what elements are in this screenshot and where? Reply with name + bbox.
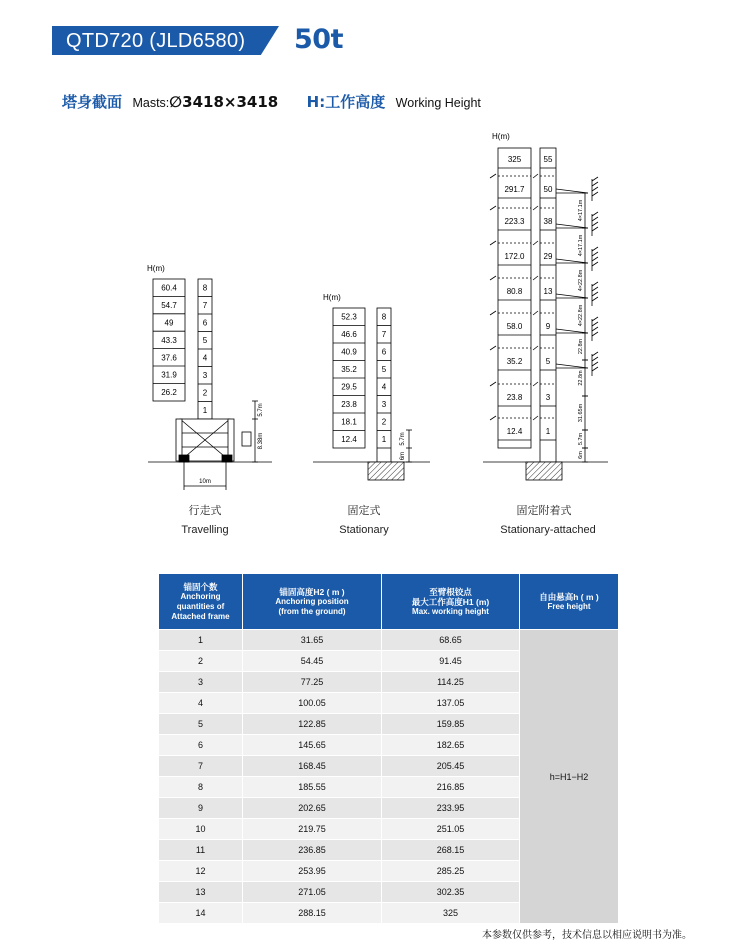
cell-anchor-count: 11 — [159, 840, 243, 861]
attached-height-label: 325 — [507, 155, 522, 164]
cell-max-height: 182.65 — [382, 735, 520, 756]
h-label-travelling: H(m) — [147, 264, 165, 273]
travelling-section-label: 4 — [202, 353, 208, 363]
anchor-frame — [556, 352, 598, 376]
header-anchoring-quantity: 锚固个数 Anchoring quantities of Attached frame — [159, 574, 243, 630]
stationary-section-label: 5 — [381, 365, 387, 375]
cell-anchor-count: 9 — [159, 798, 243, 819]
attached-dim-label: 5.7m — [578, 432, 584, 446]
stationary-caption-en: Stationary — [339, 524, 389, 536]
cell-anchor-height: 145.65 — [243, 735, 382, 756]
stationary-section-label: 7 — [381, 330, 387, 340]
cell-anchor-height: 77.25 — [243, 672, 382, 693]
cell-anchor-height: 236.85 — [243, 840, 382, 861]
attached-dim-label: 6m — [578, 451, 584, 459]
stationary-diagram — [313, 293, 430, 536]
attached-section-label: 13 — [543, 287, 553, 296]
travelling-dim-top: 5.7m — [258, 403, 264, 417]
cell-anchor-height: 31.65 — [243, 630, 382, 651]
height-label-en: Working Height — [395, 96, 481, 110]
attached-dim-label: 4×17.1m — [578, 199, 584, 222]
cell-max-height: 114.25 — [382, 672, 520, 693]
anchor-frame — [556, 317, 598, 341]
travelling-section-label: 6 — [202, 318, 208, 328]
header-anchoring-position: 锚固高度H2 ( m ) Anchoring position (from the ground) — [243, 574, 382, 630]
stationary-section-label: 4 — [381, 382, 387, 392]
mast-label-en: Masts: — [132, 96, 170, 110]
stationary-caption-cn: 固定式 — [347, 505, 381, 517]
cell-anchor-height: 219.75 — [243, 819, 382, 840]
stationary-section-label: 3 — [381, 400, 387, 410]
cell-max-height: 91.45 — [382, 651, 520, 672]
cell-anchor-height: 168.45 — [243, 756, 382, 777]
header-free-height: 自由悬高h ( m ) Free height — [520, 574, 619, 630]
attached-dim-label: 22.8m — [578, 338, 584, 355]
footnote: 本参数仅供参考，技术信息以相应说明书为准。 — [482, 930, 692, 941]
table-header-row — [159, 574, 619, 630]
cell-anchor-height: 288.15 — [243, 903, 382, 924]
cell-max-height: 137.05 — [382, 693, 520, 714]
attached-height-label: 223.3 — [504, 217, 525, 226]
cell-anchor-count: 3 — [159, 672, 243, 693]
cell-max-height: 302.35 — [382, 882, 520, 903]
stationary-section-label: 6 — [381, 347, 387, 357]
anchor-frame — [556, 282, 598, 306]
attached-height-label: 80.8 — [506, 287, 523, 296]
travelling-section-label: 7 — [202, 301, 208, 311]
stationary-section-label: 1 — [381, 435, 387, 445]
h-label-stationary: H(m) — [323, 293, 341, 302]
anchoring-table — [158, 573, 619, 924]
travelling-height-label: 60.4 — [161, 283, 177, 293]
stationary-height-label: 12.4 — [341, 435, 357, 445]
cell-max-height: 159.85 — [382, 714, 520, 735]
attached-height-label: 172.0 — [504, 252, 525, 261]
cell-max-height: 205.45 — [382, 756, 520, 777]
stationary-height-label: 46.6 — [341, 330, 357, 340]
stationary-height-label: 18.1 — [341, 417, 357, 427]
cell-anchor-height: 253.95 — [243, 861, 382, 882]
cell-max-height: 216.85 — [382, 777, 520, 798]
stationary-height-label: 52.3 — [341, 312, 357, 322]
attached-dim-label: 4×17.1m — [578, 234, 584, 257]
cell-anchor-count: 13 — [159, 882, 243, 903]
stationary-dim-base: 6m — [400, 451, 406, 461]
cell-max-height: 325 — [382, 903, 520, 924]
travelling-section-label: 8 — [202, 283, 208, 293]
travelling-height-label: 26.2 — [161, 388, 177, 398]
cell-anchor-count: 14 — [159, 903, 243, 924]
attached-height-label: 35.2 — [506, 357, 523, 366]
attached-caption-en: Stationary-attached — [500, 524, 596, 536]
anchor-frames — [556, 177, 598, 376]
cell-max-height: 268.15 — [382, 840, 520, 861]
cell-anchor-count: 1 — [159, 630, 243, 651]
attached-section-label: 9 — [545, 322, 551, 331]
cell-anchor-count: 10 — [159, 819, 243, 840]
attached-section-label: 5 — [545, 357, 551, 366]
h-label-attached: H(m) — [492, 132, 510, 141]
attached-section-label: 55 — [543, 155, 553, 164]
cell-max-height: 233.95 — [382, 798, 520, 819]
attached-height-label: 291.7 — [504, 185, 525, 194]
stationary-section-label: 2 — [381, 417, 387, 427]
mast-label-cn: 塔身截面 — [62, 93, 123, 111]
attached-diagram — [483, 132, 608, 536]
travelling-diagram — [147, 264, 272, 536]
cell-max-height: 251.05 — [382, 819, 520, 840]
attached-dim-label: 4×22.8m — [578, 304, 584, 327]
attached-section-label: 50 — [543, 185, 553, 194]
travelling-dim-base: 8.38m — [258, 432, 264, 450]
travelling-caption-en: Travelling — [181, 524, 229, 536]
stationary-height-label: 23.8 — [341, 400, 357, 410]
cell-anchor-count: 7 — [159, 756, 243, 777]
header-max-working-height: 至臂根铰点 最大工作高度H1 (m) Max. working height — [382, 574, 520, 630]
anchor-frame — [556, 177, 598, 201]
cell-anchor-count: 8 — [159, 777, 243, 798]
cell-max-height: 285.25 — [382, 861, 520, 882]
cell-max-height: 68.65 — [382, 630, 520, 651]
cell-anchor-count: 6 — [159, 735, 243, 756]
stationary-dim-top: 5.7m — [400, 432, 406, 446]
attached-dim-label: 4×22.8m — [578, 269, 584, 292]
travelling-section-label: 1 — [202, 406, 208, 416]
cell-anchor-count: 12 — [159, 861, 243, 882]
travelling-height-label: 37.6 — [161, 353, 177, 363]
attached-section-label: 3 — [545, 393, 551, 402]
cell-anchor-height: 100.05 — [243, 693, 382, 714]
travelling-height-label: 31.9 — [161, 370, 177, 380]
attached-dim-label: 31.65m — [578, 403, 584, 423]
cell-anchor-count: 2 — [159, 651, 243, 672]
load-capacity: 50t — [294, 24, 343, 55]
cell-anchor-height: 54.45 — [243, 651, 382, 672]
cell-anchor-count: 4 — [159, 693, 243, 714]
cell-free-height: h=H1−H2 — [520, 630, 619, 924]
travelling-section-label: 2 — [202, 388, 208, 398]
mast-value: ∅3418×3418 — [169, 93, 279, 111]
travelling-section-label: 5 — [202, 336, 208, 346]
cell-anchor-height: 122.85 — [243, 714, 382, 735]
stationary-section-label: 8 — [381, 312, 387, 322]
travelling-caption-cn: 行走式 — [188, 505, 222, 517]
travelling-section-label: 3 — [202, 371, 208, 381]
cell-anchor-height: 185.55 — [243, 777, 382, 798]
table-row — [159, 630, 619, 651]
anchor-frame — [556, 212, 598, 236]
attached-height-label: 12.4 — [506, 427, 523, 436]
stationary-height-label: 35.2 — [341, 365, 357, 375]
attached-caption-cn: 固定附着式 — [516, 505, 572, 517]
attached-section-label: 38 — [543, 217, 553, 226]
anchor-frame — [556, 247, 598, 271]
attached-dim-label: 22.8m — [578, 370, 584, 386]
attached-height-label: 23.8 — [506, 393, 523, 402]
attached-section-label: 1 — [545, 427, 551, 436]
travelling-height-label: 49 — [164, 318, 174, 328]
height-label-cn: H:工作高度 — [306, 93, 386, 111]
cell-anchor-height: 271.05 — [243, 882, 382, 903]
cell-anchor-count: 5 — [159, 714, 243, 735]
model-title: QTD720 (JLD6580) — [66, 30, 246, 52]
travelling-dim-width: 10m — [199, 479, 211, 485]
attached-section-label: 29 — [543, 252, 553, 261]
travelling-height-label: 54.7 — [161, 301, 177, 311]
stationary-height-label: 29.5 — [341, 382, 357, 392]
attached-height-label: 58.0 — [506, 322, 523, 331]
travelling-height-label: 43.3 — [161, 335, 177, 345]
cell-anchor-height: 202.65 — [243, 798, 382, 819]
stationary-height-label: 40.9 — [341, 347, 357, 357]
